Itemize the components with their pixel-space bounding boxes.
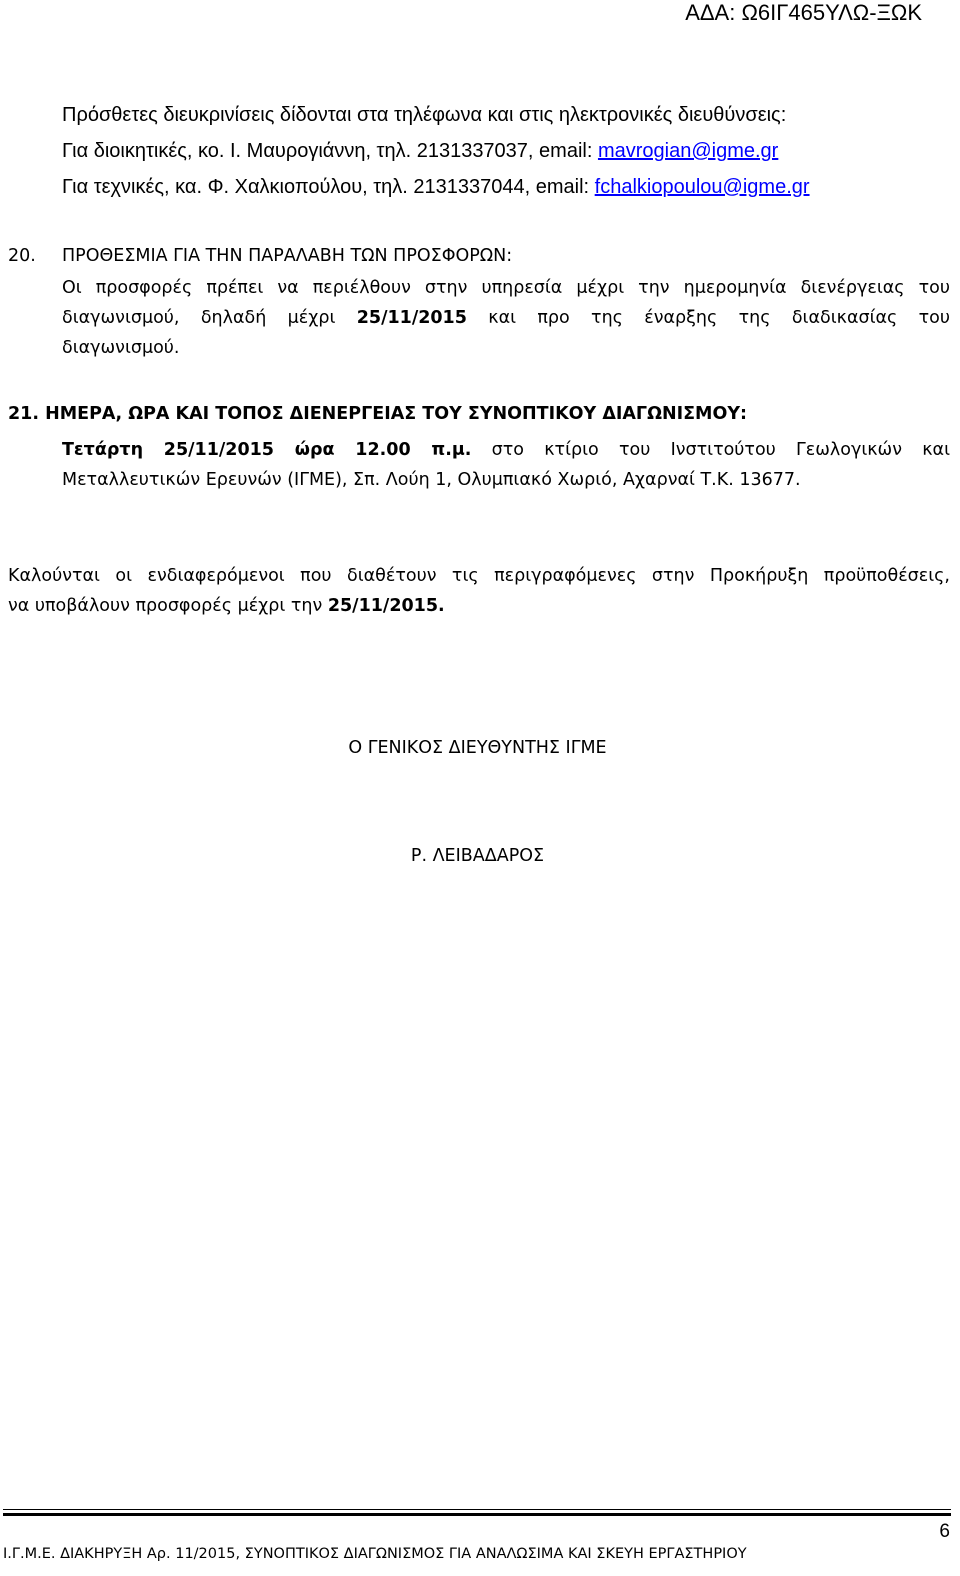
section-20-line1: Οι προσφορές πρέπει να περιέλθουν στην υπηρεσία μέχρι την ημερομηνία διενέργειας του bbox=[62, 278, 950, 298]
signature-name: Ρ. ΛΕΙΒΑΔΑΡΟΣ bbox=[410, 846, 545, 866]
contact-tech bbox=[62, 176, 810, 199]
section-21-location-a: στο κτίριο του Ινστιτούτου Γεωλογικών και bbox=[471, 440, 951, 460]
section-21-line1 bbox=[62, 440, 950, 460]
section-20-line3: διαγωνισμού. bbox=[62, 338, 180, 358]
section-20-text-a: διαγωνισμού, δηλαδή μέχρι bbox=[62, 308, 357, 328]
section-20-text-b: και προ της έναρξης της διαδικασίας του bbox=[466, 308, 951, 328]
contact-tech-text: Για τεχνικές, κα. Φ. Χαλκιοπούλου, τηλ. 2131337044, email: bbox=[62, 176, 595, 198]
section-20-line2 bbox=[62, 308, 950, 328]
contact-admin bbox=[62, 140, 778, 163]
invitation-line2 bbox=[8, 596, 445, 616]
footer-divider bbox=[3, 1509, 951, 1510]
contact-admin-text: Για διοικητικές, κο. Ι. Μαυρογιάννη, τηλ. 2131337037, email: bbox=[62, 140, 598, 162]
tech-email-link[interactable]: fchalkiopoulou@igme.gr bbox=[594, 176, 810, 198]
footer-text: Ι.Γ.Μ.Ε. ΔΙΑΚΗΡΥΞΗ Αρ. 11/2015, ΣΥΝΟΠΤΙΚΟΣ ΔΙΑΓΩΝΙΣΜΟΣ ΓΙΑ ΑΝΑΛΩΣΙΜΑ ΚΑΙ ΣΚΕΥΗ ΕΡΓΑΣΤΗΡΙΟΥ bbox=[3, 1546, 747, 1562]
signature-title: Ο ΓΕΝΙΚΟΣ ΔΙΕΥΘΥΝΤΗΣ ΙΓΜΕ bbox=[348, 738, 607, 758]
ada-code: ΑΔΑ: Ω6ΙΓ465ΥΛΩ-ΞΩΚ bbox=[685, 0, 922, 25]
invitation-date: 25/11/2015. bbox=[327, 596, 445, 616]
page-number: 6 bbox=[939, 1521, 950, 1542]
section-20-date: 25/11/2015 bbox=[356, 308, 467, 328]
section-20-heading: ΠΡΟΘΕΣΜΙΑ ΓΙΑ ΤΗΝ ΠΑΡΑΛΑΒΗ ΤΩΝ ΠΡΟΣΦΟΡΩΝ: bbox=[62, 246, 513, 266]
section-21-line2: Μεταλλευτικών Ερευνών (ΙΓΜΕ), Σπ. Λούη 1, Ολυμπιακό Χωριό, Αχαρναί Τ.Κ. 13677. bbox=[62, 470, 801, 490]
footer-divider-thick bbox=[3, 1513, 951, 1516]
section-21-heading: 21. ΗΜΕΡΑ, ΩΡΑ ΚΑΙ ΤΟΠΟΣ ΔΙΕΝΕΡΓΕΙΑΣ ΤΟΥ ΣΥΝΟΠΤΙΚΟΥ ΔΙΑΓΩΝΙΣΜΟΥ: bbox=[8, 404, 748, 424]
invitation-line1: Καλούνται οι ενδιαφερόμενοι που διαθέτουν τις περιγραφόμενες στην Προκήρυξη προϋποθέσεις, bbox=[8, 566, 950, 586]
invitation-text: να υποβάλουν προσφορές μέχρι την bbox=[8, 596, 328, 616]
section-20-number: 20. bbox=[8, 246, 36, 266]
admin-email-link[interactable]: mavrogian@igme.gr bbox=[597, 140, 779, 162]
contact-intro: Πρόσθετες διευκρινίσεις δίδονται στα τηλέφωνα και στις ηλεκτρονικές διευθύνσεις: bbox=[62, 104, 787, 126]
section-21-datetime: Τετάρτη 25/11/2015 ώρα 12.00 π.μ. bbox=[62, 440, 472, 460]
